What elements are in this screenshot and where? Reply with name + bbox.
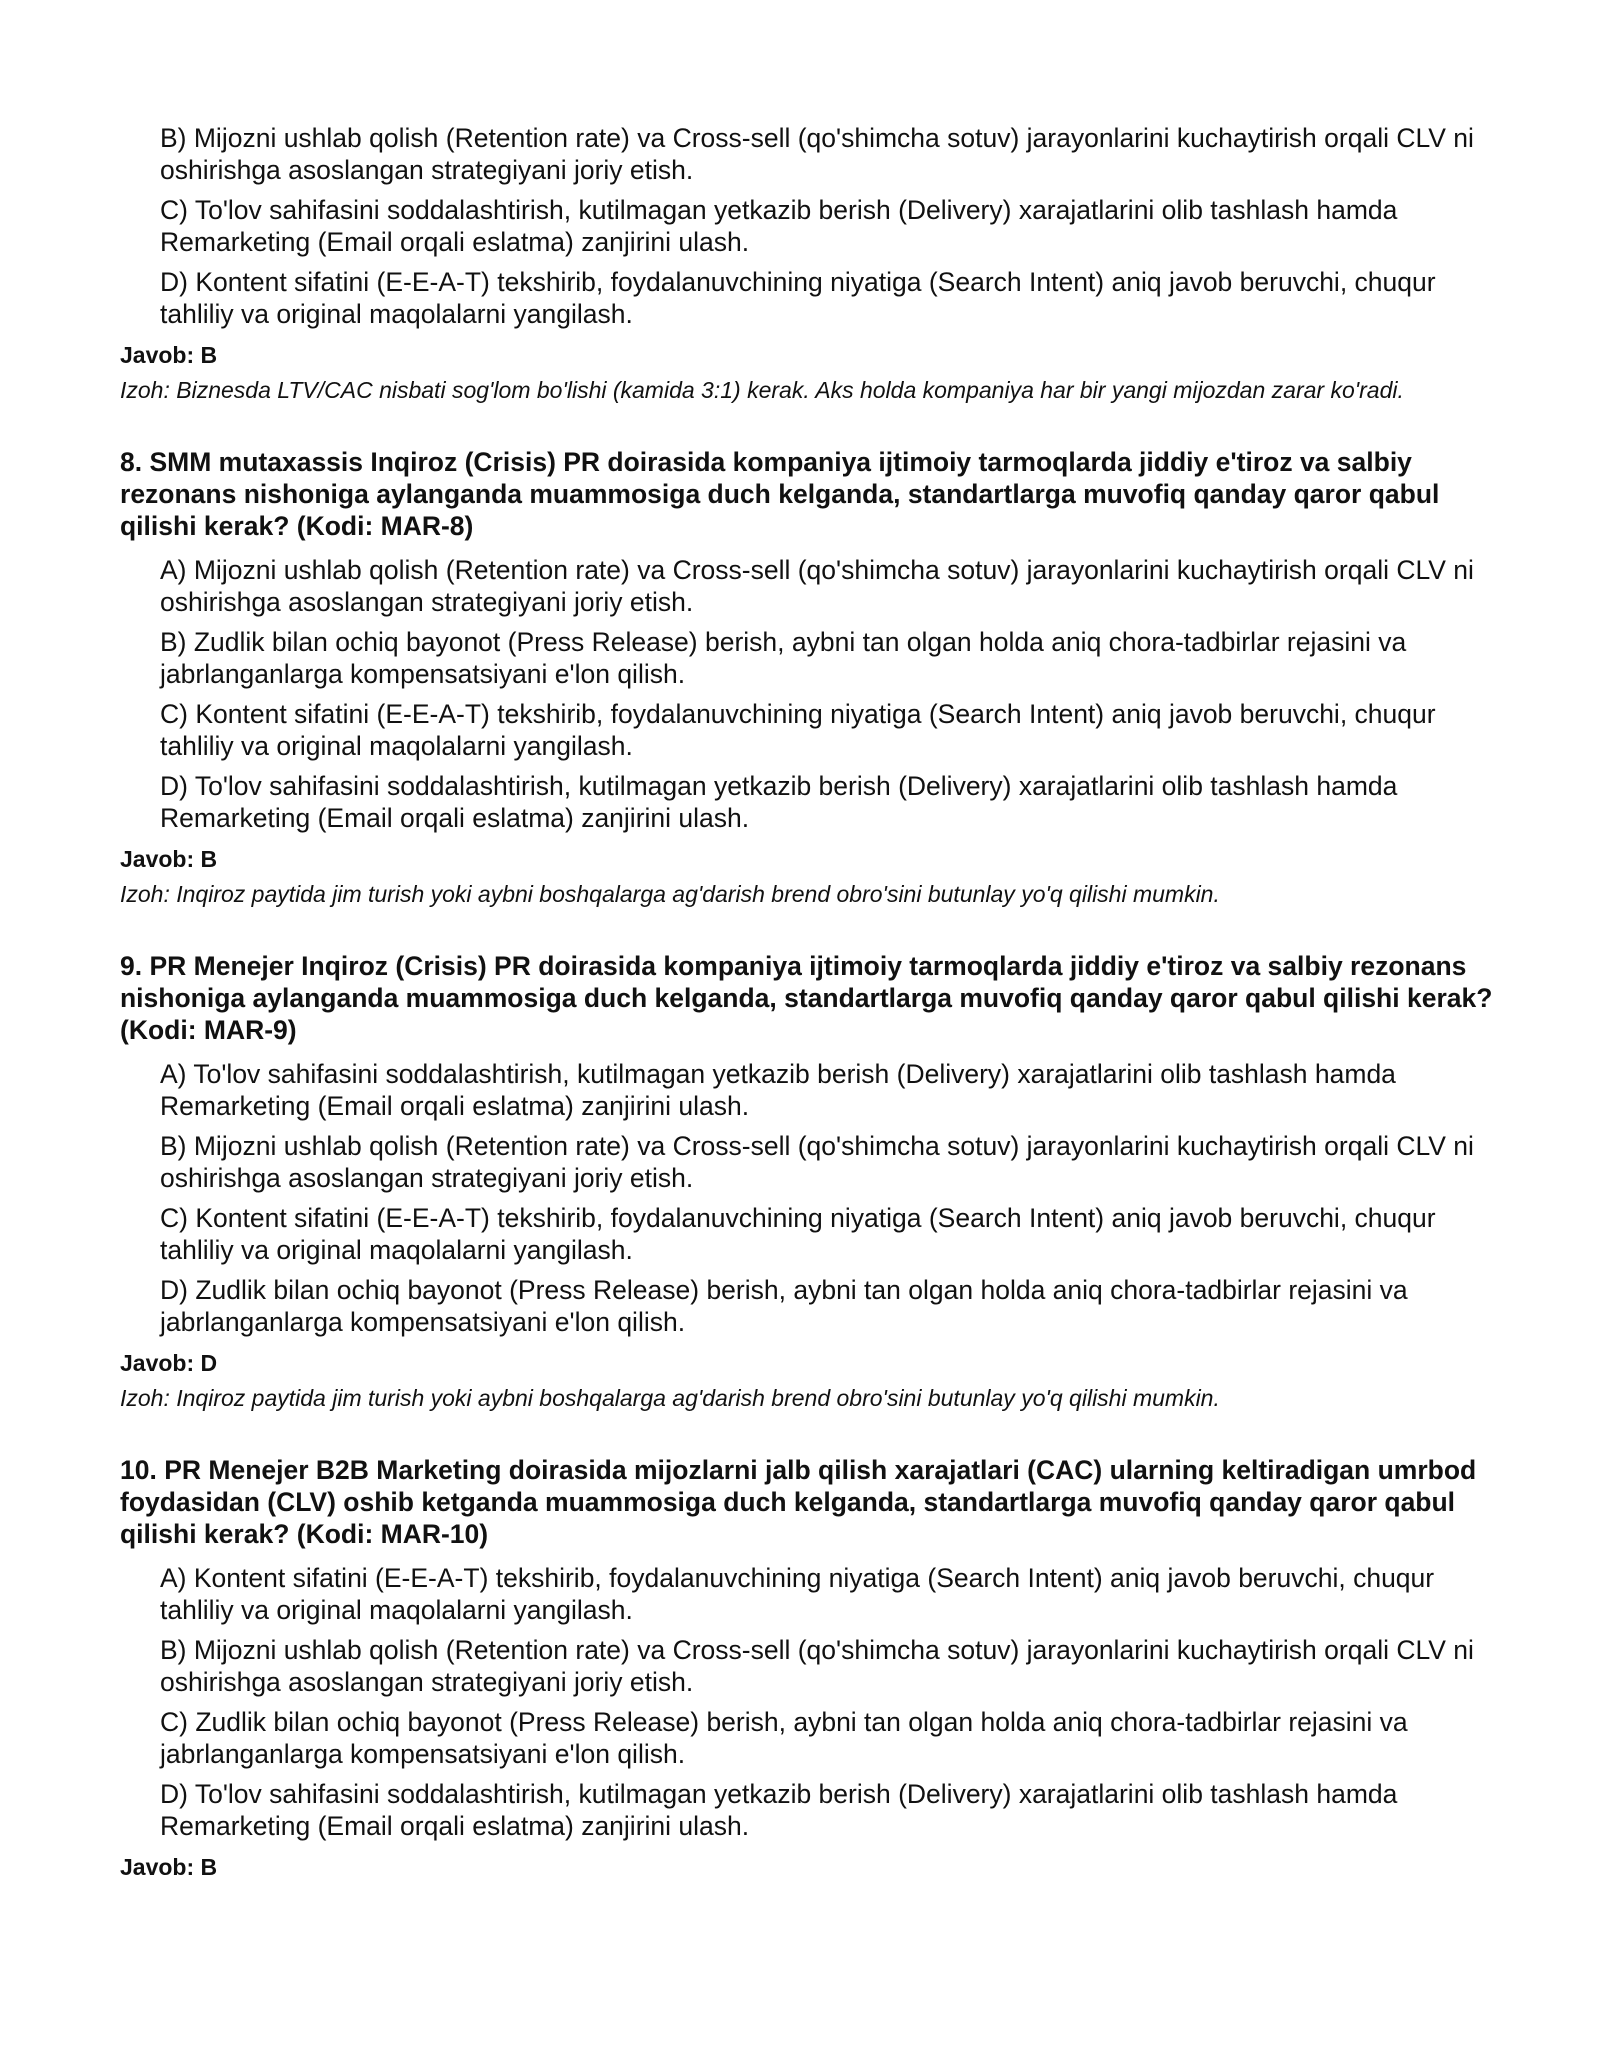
- answer: Javob: B: [120, 1854, 218, 1880]
- option-c: C) Kontent sifatini (E-E-A-T) tekshirib, foydalanuvchining niyatiga (Search Intent) aniq javob beruvchi, chuqur tahliliy va original maqolalarni yangilash.: [160, 699, 1436, 761]
- question-9: [120, 950, 1500, 1414]
- option-d: D) To'lov sahifasini soddalashtirish, kutilmagan yetkazib berish (Delivery) xarajatlarini olib tashlash hamda Remarketing (Email orqali eslatma) zanjirini ulash.: [160, 771, 1398, 833]
- option-c: C) To'lov sahifasini soddalashtirish, kutilmagan yetkazib berish (Delivery) xarajatlarini olib tashlash hamda Remarketing (Email orqali eslatma) zanjirini ulash.: [160, 195, 1398, 257]
- answer: Javob: B: [120, 342, 218, 368]
- question-text: 8. SMM mutaxassis Inqiroz (Crisis) PR doirasida kompaniya ijtimoiy tarmoqlarda jiddiy e'tiroz va salbiy rezonans nishoniga aylanganda muammosiga duch kelganda, standartlarga muvofiq qanday qaror qabul qilishi kerak? (Kodi: MAR-8): [120, 447, 1440, 541]
- option-a: A) Mijozni ushlab qolish (Retention rate) va Cross-sell (qo'shimcha sotuv) jarayonlarini kuchaytirish orqali CLV ni oshirishga asoslangan strategiyani joriy etish.: [160, 555, 1474, 617]
- option-d: D) Kontent sifatini (E-E-A-T) tekshirib, foydalanuvchining niyatiga (Search Intent) aniq javob beruvchi, chuqur tahliliy va original maqolalarni yangilash.: [160, 267, 1436, 329]
- document-page: [120, 122, 1500, 1882]
- option-b: B) Zudlik bilan ochiq bayonot (Press Release) berish, aybni tan olgan holda aniq chora-tadbirlar rejasini va jabrlanganlarga kompensatsiyani e'lon qilish.: [160, 627, 1407, 689]
- question-text: 9. PR Menejer Inqiroz (Crisis) PR doirasida kompaniya ijtimoiy tarmoqlarda jiddiy e'tiroz va salbiy rezonans nishoniga aylanganda muammosiga duch kelganda, standartlarga muvofiq qanday qaror qabul qilishi kerak? (Kodi: MAR-9): [120, 951, 1493, 1045]
- answer: Javob: D: [120, 1350, 218, 1376]
- explanation-note: Izoh: Inqiroz paytida jim turish yoki aybni boshqalarga ag'darish brend obro'sini butunlay yo'q qilishi mumkin.: [120, 1385, 1220, 1411]
- answer: Javob: B: [120, 846, 218, 872]
- option-c: C) Zudlik bilan ochiq bayonot (Press Release) berish, aybni tan olgan holda aniq chora-tadbirlar rejasini va jabrlanganlarga kompensatsiyani e'lon qilish.: [160, 1707, 1408, 1769]
- explanation-note: Izoh: Biznesda LTV/CAC nisbati sog'lom bo'lishi (kamida 3:1) kerak. Aks holda kompaniya har bir yangi mijozdan zarar ko'radi.: [120, 377, 1404, 403]
- question-10: [120, 1454, 1500, 1882]
- option-b: B) Mijozni ushlab qolish (Retention rate) va Cross-sell (qo'shimcha sotuv) jarayonlarini kuchaytirish orqali CLV ni oshirishga asoslangan strategiyani joriy etish.: [160, 123, 1474, 185]
- question-text: 10. PR Menejer B2B Marketing doirasida mijozlarni jalb qilish xarajatlari (CAC) ularning keltiradigan umrbod foydasidan (CLV) oshib ketganda muammosiga duch kelganda, standartlarga muvofiq qanday qaror qabul qilishi kerak? (Kodi: MAR-10): [120, 1455, 1477, 1549]
- option-a: A) To'lov sahifasini soddalashtirish, kutilmagan yetkazib berish (Delivery) xarajatlarini olib tashlash hamda Remarketing (Email orqali eslatma) zanjirini ulash.: [160, 1059, 1396, 1121]
- option-c: C) Kontent sifatini (E-E-A-T) tekshirib, foydalanuvchining niyatiga (Search Intent) aniq javob beruvchi, chuqur tahliliy va original maqolalarni yangilash.: [160, 1203, 1436, 1265]
- question-8: [120, 446, 1500, 910]
- option-b: B) Mijozni ushlab qolish (Retention rate) va Cross-sell (qo'shimcha sotuv) jarayonlarini kuchaytirish orqali CLV ni oshirishga asoslangan strategiyani joriy etish.: [160, 1131, 1474, 1193]
- option-b: B) Mijozni ushlab qolish (Retention rate) va Cross-sell (qo'shimcha sotuv) jarayonlarini kuchaytirish orqali CLV ni oshirishga asoslangan strategiyani joriy etish.: [160, 1635, 1474, 1697]
- option-a: A) Kontent sifatini (E-E-A-T) tekshirib, foydalanuvchining niyatiga (Search Intent) aniq javob beruvchi, chuqur tahliliy va original maqolalarni yangilash.: [160, 1563, 1435, 1625]
- question-7-continued: [120, 122, 1500, 406]
- option-d: D) To'lov sahifasini soddalashtirish, kutilmagan yetkazib berish (Delivery) xarajatlarini olib tashlash hamda Remarketing (Email orqali eslatma) zanjirini ulash.: [160, 1779, 1398, 1841]
- explanation-note: Izoh: Inqiroz paytida jim turish yoki aybni boshqalarga ag'darish brend obro'sini butunlay yo'q qilishi mumkin.: [120, 881, 1220, 907]
- option-d: D) Zudlik bilan ochiq bayonot (Press Release) berish, aybni tan olgan holda aniq chora-tadbirlar rejasini va jabrlanganlarga kompensatsiyani e'lon qilish.: [160, 1275, 1408, 1337]
